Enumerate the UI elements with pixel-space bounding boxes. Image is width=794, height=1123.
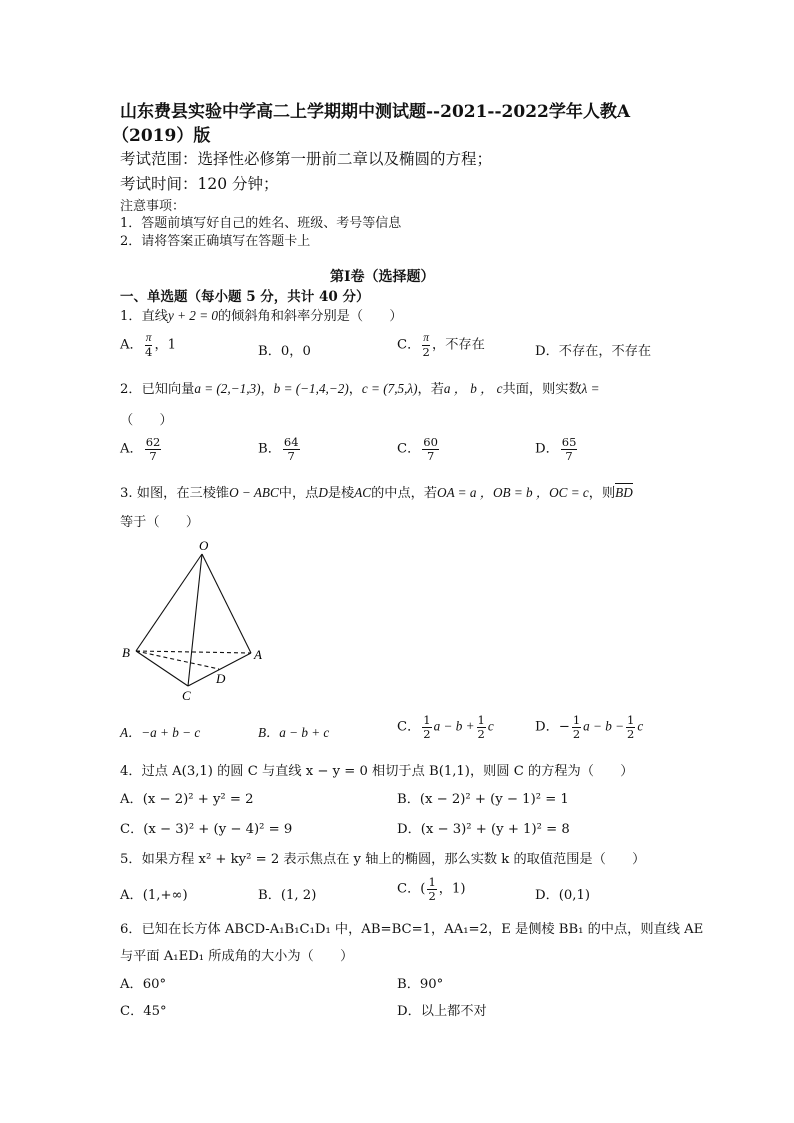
q3-stem-c: 是棱 <box>327 486 355 501</box>
q2-option-a <box>120 436 163 462</box>
edge-ba-hidden <box>136 651 251 653</box>
q3-d-tail1: a − b − <box>583 718 625 734</box>
q3-c-half-2 <box>477 714 486 740</box>
q2-d-label: D． <box>535 441 559 457</box>
q2-a-label: A． <box>120 441 143 457</box>
q6-stem-line1: 6．已知在长方体 ABCD-A₁B₁C₁D₁ 中，AB=BC=1，AA₁=2，E 是侧棱 BB₁ 的中点，则直线 AE <box>120 922 704 937</box>
q3-c-half-1-den: 2 <box>423 726 431 741</box>
q3-d-half-1-den: 2 <box>572 726 581 741</box>
q5-option-c <box>397 876 466 902</box>
q3-c-label: C． <box>397 719 421 735</box>
q3-d-label: D．− <box>535 719 570 735</box>
q1-option-a <box>120 332 176 358</box>
q3-c-half-1 <box>422 714 431 740</box>
q5-option-a: A．(1,+∞) <box>120 888 188 903</box>
q1-option-c <box>397 332 485 358</box>
q3-d-half-1 <box>572 714 581 740</box>
q2-vector-c: c = (7,5,λ) <box>361 381 418 396</box>
exam-time: 考试时间：120 分钟； <box>120 175 279 193</box>
q5-c-tail: ，1) <box>438 881 466 897</box>
q1-c-label: C． <box>397 337 421 353</box>
exam-title-line2: （2019）版 <box>112 126 211 146</box>
q5-option-d: D．(0,1) <box>535 888 591 903</box>
q3-stem-a: 3. 如图，在三棱锥 <box>120 486 230 501</box>
q1-option-b: B．0，0 <box>258 344 311 359</box>
q3-option-b: B．a − b + c <box>258 725 330 740</box>
q5-c-den: 2 <box>428 888 436 903</box>
label-a: A <box>254 647 262 662</box>
q3-d-half-1-num: 1 <box>572 713 581 727</box>
q3-c-tail1: a − b + <box>433 718 475 734</box>
q1-a-fraction <box>145 332 153 358</box>
q1-a-label: A． <box>120 337 143 353</box>
q2-option-c <box>397 436 441 462</box>
q2-c-fraction <box>422 436 439 462</box>
edge-bc <box>136 651 188 686</box>
q2-stem: 2．已知向量a = (2,−1,3)，b = (−1,4,−2)，c = (7,5,λ)，若a ， b ， c共面，则实数λ = <box>120 381 600 397</box>
q2-stem-a: 2．已知向量 <box>120 382 195 397</box>
q2-vector-b: b = (−1,4,−2) <box>273 381 349 396</box>
label-d: D <box>216 671 226 686</box>
q6-option-a: A．60° <box>120 977 167 992</box>
q3-d-half-2-num: 1 <box>627 713 635 727</box>
q3-point-d: D <box>318 485 328 500</box>
q2-d-fraction <box>561 436 578 462</box>
q3-pyramid: O − ABC <box>229 485 279 500</box>
q4-stem: 4．过点 A(3,1) 的圆 C 与直线 x − y = 0 相切于点 B(1,1)，则圆 C 的方程为（ ） <box>120 764 634 779</box>
q2-stem-c: 共面，则实数 <box>502 382 582 397</box>
q1-c-tail: ，不存在 <box>432 337 485 353</box>
exam-title-line1: 山东费县实验中学高二上学期期中测试题--2021--2022学年人教A <box>120 102 631 122</box>
label-c: C <box>182 688 191 703</box>
q2-b-num: 64 <box>283 435 299 449</box>
exam-scope: 考试范围：选择性必修第一册前二章以及椭圆的方程； <box>120 150 493 168</box>
q1-a-tail: ，1 <box>154 337 177 353</box>
q2-d-num: 65 <box>561 435 577 449</box>
q2-b-fraction <box>283 436 300 462</box>
label-b: B <box>122 645 130 660</box>
q5-stem: 5．如果方程 x² + ky² = 2 表示焦点在 y 轴上的椭圆，那么实数 k 的取值范围是（ ） <box>120 852 646 867</box>
q6-option-c: C．45° <box>120 1004 167 1019</box>
q3-d-half-2-den: 2 <box>627 726 635 741</box>
q1-option-d: D．不存在，不存在 <box>535 344 652 359</box>
q5-c-label: C．( <box>397 881 426 897</box>
q3-c-half-2-den: 2 <box>477 726 485 741</box>
q1-c-den: 2 <box>422 344 430 359</box>
note-2: 2．请将答案正确填写在答题卡上 <box>120 234 311 249</box>
q3-c-tail2: c <box>487 718 494 734</box>
q2-option-b <box>258 436 302 462</box>
edge-oa <box>202 554 251 653</box>
q3-stem-b: 中，点 <box>278 486 319 501</box>
q2-stem-b: ，若 <box>417 382 444 397</box>
q2-lambda: λ = <box>581 381 600 396</box>
q3-option-c <box>397 714 494 740</box>
q4-option-d: D．(x − 3)² + (y + 1)² = 8 <box>397 822 570 837</box>
q3-stem-d: 的中点，若 <box>371 486 438 501</box>
q3-c-half-2-num: 1 <box>477 713 485 727</box>
q1-stem <box>120 305 403 324</box>
pyramid-figure <box>118 536 268 704</box>
q2-a-num: 62 <box>145 435 161 449</box>
q2-vector-a: a = (2,−1,3) <box>194 381 261 396</box>
q1-stem-a: 1．直线 <box>120 309 168 324</box>
q3-stem-e: ，则 <box>588 486 616 501</box>
notes-title: 注意事项： <box>120 199 186 214</box>
q3-d-tail2: c <box>637 718 644 734</box>
q1-stem-b: 的倾斜角和斜率分别是（ ） <box>217 309 403 324</box>
note-1: 1．答题前填写好自己的姓名、班级、考号等信息 <box>120 216 402 231</box>
label-o: O <box>199 538 209 553</box>
q3-d-half-2 <box>626 714 635 740</box>
q2-c-num: 60 <box>423 435 438 449</box>
q6-option-d: D．以上都不对 <box>397 1004 487 1019</box>
q2-b-den: 7 <box>287 448 295 463</box>
q3-stem <box>120 482 633 501</box>
q4-option-b: B．(x − 2)² + (y − 1)² = 1 <box>397 792 569 807</box>
q3-option-a: A．−a + b − c <box>120 725 201 740</box>
q5-option-b: B．(1, 2) <box>258 888 317 903</box>
q1-c-num: π <box>423 332 430 344</box>
q3-stem-end: 等于（ ） <box>120 515 200 530</box>
q2-b-label: B． <box>258 441 281 457</box>
q3-c-half-1-num: 1 <box>423 713 431 727</box>
q2-vectors: a ， b ， c <box>443 381 503 396</box>
q6-option-b: B．90° <box>397 977 444 992</box>
q6-stem-line2: 与平面 A₁ED₁ 所成角的大小为（ ） <box>120 949 354 964</box>
part1-heading: 一、单选题（每小题 5 分，共计 40 分） <box>120 289 370 305</box>
volume-heading: 第I卷（选择题） <box>330 269 435 285</box>
edge-ob <box>136 554 202 651</box>
q4-option-c: C．(x − 3)² + (y − 4)² = 9 <box>120 822 293 837</box>
q3-vectors: OA = a ，OB = b ，OC = c <box>437 485 589 500</box>
q5-c-num: 1 <box>428 875 436 889</box>
q2-c-label: C． <box>397 441 421 457</box>
q1-a-num: π <box>145 332 152 344</box>
q3-vector-bd: BD <box>615 485 633 500</box>
q1-a-den: 4 <box>144 344 153 359</box>
q5-c-fraction <box>427 876 436 902</box>
q1-c-fraction <box>422 332 430 358</box>
q3-edge-ac: AC <box>354 485 372 500</box>
q4-option-a: A．(x − 2)² + y² = 2 <box>120 792 254 807</box>
q2-a-fraction <box>145 436 162 462</box>
q1-equation: y + 2 = 0 <box>167 308 218 323</box>
edge-oc <box>188 554 202 686</box>
q2-option-d <box>535 436 579 462</box>
q2-c-den: 7 <box>426 448 435 463</box>
q2-d-den: 7 <box>565 448 573 463</box>
q2-a-den: 7 <box>149 448 157 463</box>
q3-option-d <box>535 714 643 740</box>
q2-paren: （ ） <box>120 413 173 428</box>
